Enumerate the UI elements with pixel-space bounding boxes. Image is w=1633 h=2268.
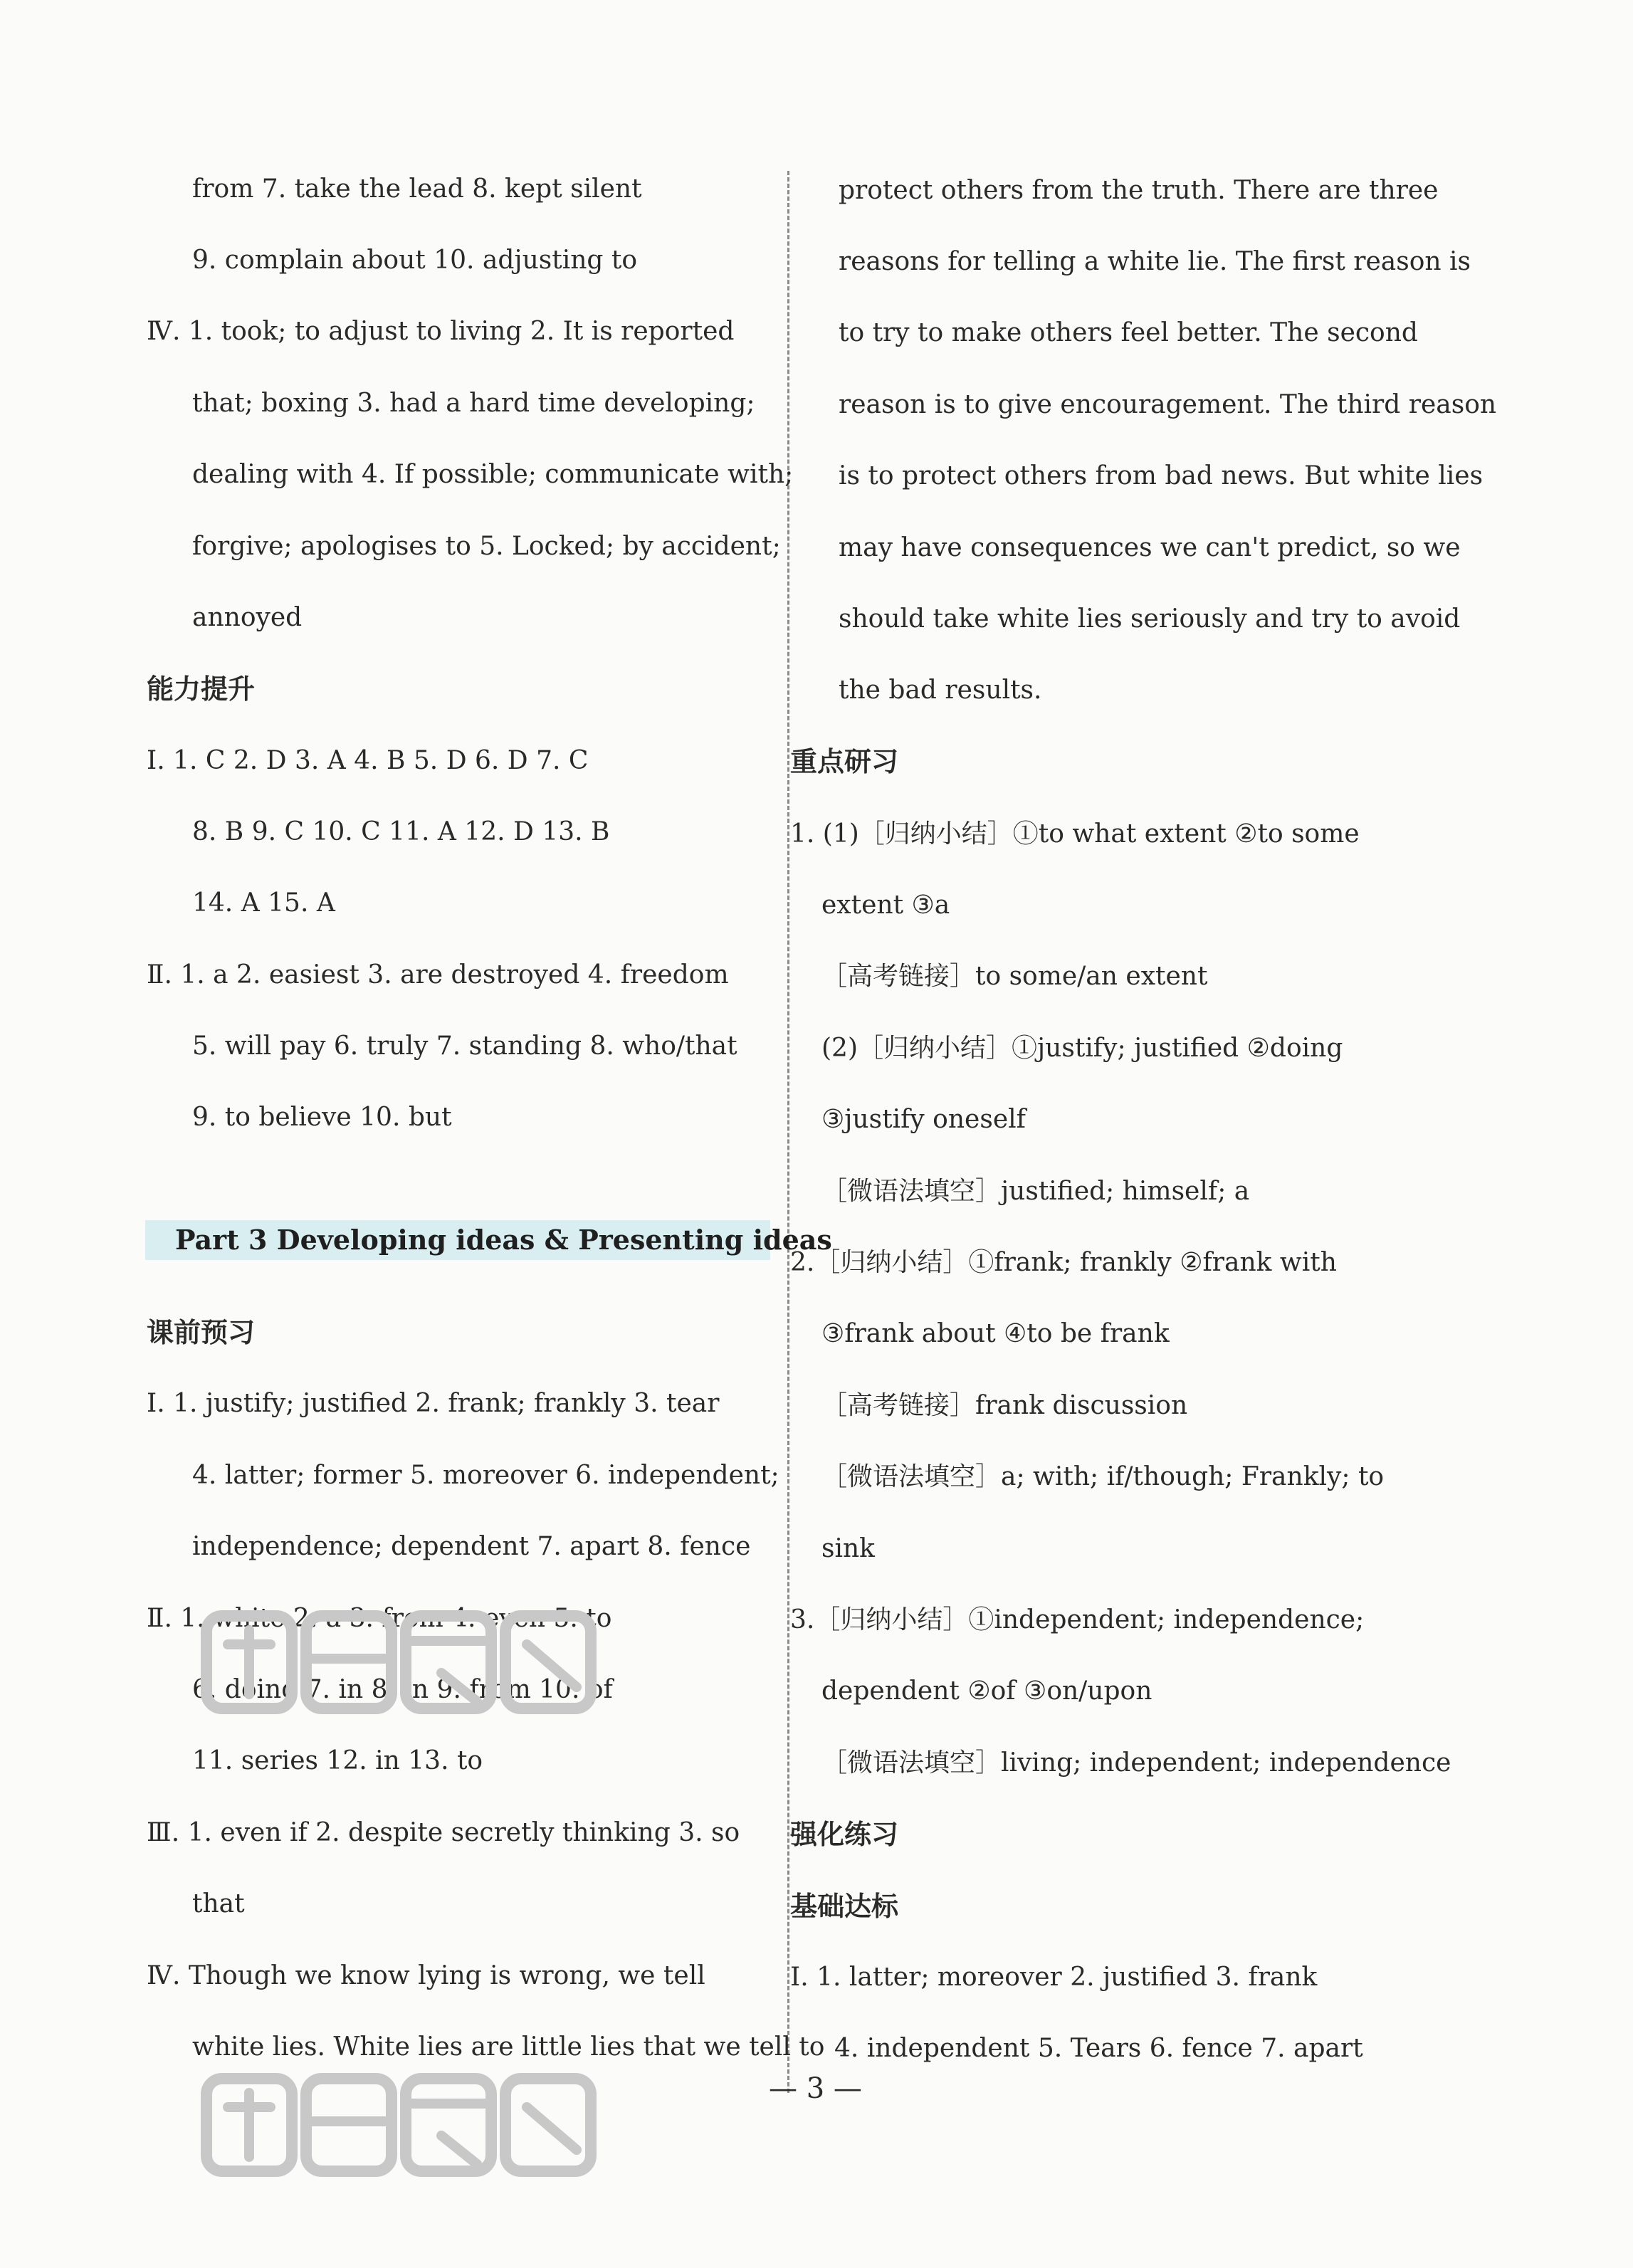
section-heading: 强化练习	[790, 1818, 899, 1850]
page-number: — 3 —	[769, 2072, 862, 2105]
text-line: that; boxing 3. had a hard time developing;	[192, 389, 755, 418]
text-line: 4. independent 5. Tears 6. fence 7. apart	[834, 2034, 1363, 2063]
text-line: may have consequences we can't predict, so we	[839, 533, 1461, 562]
text-line: dependent ②of ③on/upon	[821, 1676, 1152, 1706]
text-line: Ⅰ. 1. justify; justified 2. frank; frankly 3. tear	[147, 1389, 720, 1418]
part-heading: Part 3 Developing ideas & Presenting ideas	[175, 1224, 832, 1256]
text-line: 2.［归纳小结］①frank; frankly ②frank with	[790, 1248, 1337, 1277]
text-line: protect others from the truth. There are three	[839, 176, 1439, 205]
text-line: 5. will pay 6. truly 7. standing 8. who/that	[192, 1031, 737, 1061]
text-line: sink	[821, 1534, 875, 1563]
text-line: forgive; apologises to 5. Locked; by accident;	[192, 532, 781, 561]
text-line: ［微语法填空］justified; himself; a	[821, 1177, 1250, 1206]
text-line: is to protect others from bad news. But white lies	[839, 461, 1484, 490]
text-line: independence; dependent 7. apart 8. fence	[192, 1532, 751, 1561]
text-line: white lies. White lies are little lies that we tell to	[192, 2032, 825, 2062]
section-heading: 基础达标	[790, 1890, 899, 1922]
text-line: Ⅳ. Though we know lying is wrong, we tell	[147, 1961, 705, 1990]
text-line: to try to make others feel better. The second	[839, 318, 1418, 347]
text-line: ③justify oneself	[821, 1105, 1026, 1134]
text-line: 3.［归纳小结］①independent; independence;	[790, 1605, 1365, 1634]
text-line: ［微语法填空］living; independent; independence	[821, 1748, 1451, 1778]
text-line: Ⅰ. 1. C 2. D 3. A 4. B 5. D 6. D 7. C	[147, 746, 589, 775]
text-line: Ⅱ. 1. a 2. easiest 3. are destroyed 4. freedom	[147, 960, 729, 989]
text-line: annoyed	[192, 603, 303, 632]
text-line: 9. to believe 10. but	[192, 1103, 452, 1132]
text-line: Ⅰ. 1. latter; moreover 2. justified 3. frank	[790, 1963, 1318, 1992]
text-line: ③frank about ④to be frank	[821, 1319, 1170, 1348]
text-line: should take white lies seriously and try to avoid	[839, 604, 1461, 634]
text-line: reasons for telling a white lie. The first reason is	[839, 247, 1471, 276]
text-line: 4. latter; former 5. moreover 6. independent;	[192, 1461, 779, 1490]
text-line: that	[192, 1889, 245, 1918]
text-line: the bad results.	[839, 676, 1042, 705]
text-line: 14. A 15. A	[192, 888, 335, 918]
text-line: 1. (1)［归纳小结］①to what extent ②to some	[790, 819, 1360, 849]
text-line: Ⅲ. 1. even if 2. despite secretly thinking 3. so	[147, 1818, 740, 1847]
text-line: ［高考链接］to some/an extent	[821, 962, 1208, 991]
text-line: 8. B 9. C 10. C 11. A 12. D 13. B	[192, 817, 610, 846]
section-heading: 能力提升	[147, 673, 256, 705]
text-line: reason is to give encouragement. The third reason	[839, 390, 1497, 419]
text-line: from 7. take the lead 8. kept silent	[192, 174, 642, 204]
text-line: (2)［归纳小结］①justify; justified ②doing	[821, 1034, 1343, 1063]
text-line: Ⅱ. 1. white 2. a 3. from 4. even 5. to	[147, 1604, 612, 1633]
text-line: extent ③a	[821, 891, 950, 920]
section-heading: 课前预习	[147, 1316, 256, 1348]
text-line: 6. doing 7. in 8. in 9. from 10. of	[192, 1675, 613, 1704]
text-line: dealing with 4. If possible; communicate with;	[192, 460, 794, 489]
section-heading: 重点研习	[790, 745, 899, 777]
text-line: Ⅳ. 1. took; to adjust to living 2. It is reported	[147, 317, 735, 346]
watermark-logo	[199, 2064, 626, 2185]
watermark-logo	[199, 1602, 626, 1723]
text-line: 9. complain about 10. adjusting to	[192, 246, 638, 275]
text-line: ［高考链接］frank discussion	[821, 1391, 1188, 1420]
text-line: 11. series 12. in 13. to	[192, 1746, 483, 1775]
text-line: ［微语法填空］a; with; if/though; Frankly; to	[821, 1462, 1385, 1491]
